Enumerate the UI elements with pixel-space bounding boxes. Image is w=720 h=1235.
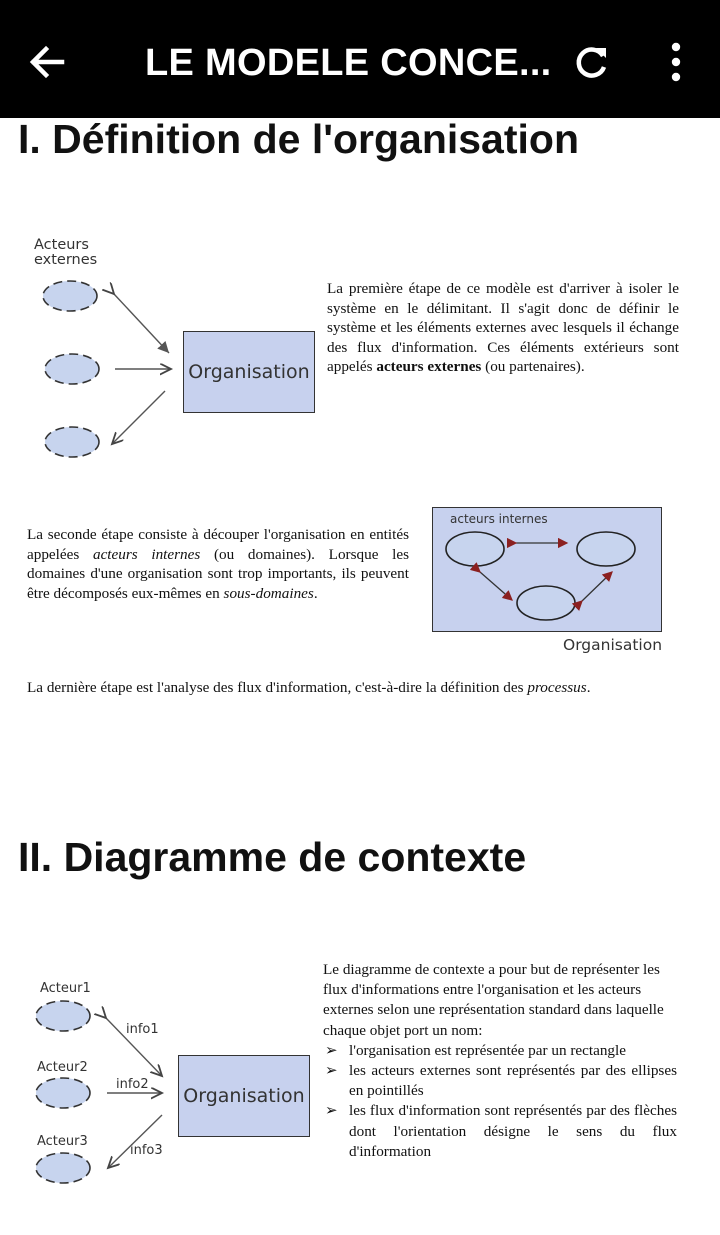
organisation-label: Organisation	[563, 636, 663, 654]
first-step-text-bold: acteurs externes	[376, 358, 482, 375]
internal-actors-label: acteurs internes	[450, 512, 548, 526]
first-step-text-end: (ou partenaires).	[481, 358, 585, 375]
second-step-text-italic1: acteurs internes	[92, 545, 201, 563]
context-organisation-box: Organisation	[178, 1055, 310, 1137]
bullet-marker-icon: ➢	[325, 1062, 338, 1080]
bullet-text: les acteurs externes sont représentés par des ellipses en pointillés	[349, 1062, 677, 1100]
bullet-marker-icon: ➢	[325, 1041, 338, 1059]
actor3-label: Acteur3	[37, 1134, 88, 1149]
organisation-box: Organisation	[183, 331, 315, 413]
last-step-text-body: La dernière étape est l'analyse des flux d'information, c'est-à-dire la définition des	[27, 679, 528, 696]
bullet-text: l'organisation est représentée par un rectangle	[349, 1041, 626, 1059]
actor3-ellipse	[36, 1153, 90, 1183]
actor1-label: Acteur1	[40, 981, 91, 996]
second-step-text-end: .	[313, 584, 318, 602]
bullet-item	[323, 1041, 677, 1061]
actor2-ellipse	[36, 1078, 90, 1108]
external-actors-label-line2: externes	[34, 252, 98, 268]
app-bar-title: LE MODELE CONCE...	[145, 42, 552, 84]
actor2-label: Acteur2	[37, 1060, 88, 1075]
bullet-marker-icon: ➢	[325, 1102, 338, 1120]
info1-label: info1	[126, 1022, 159, 1037]
bullet-item	[323, 1101, 677, 1162]
bullet-text: les flux d'information sont représentés par des flèches dont l'orientation désigne le sens du flux d'information	[349, 1102, 677, 1160]
actor1-ellipse	[36, 1001, 90, 1031]
second-step-text-part1: La seconde étape consiste à découper l'organisation en entités appelées	[27, 526, 409, 563]
last-step-text-end: .	[586, 679, 591, 696]
second-step-text-italic2: sous-domaines	[223, 584, 314, 602]
info3-arrow	[108, 1115, 162, 1168]
context-description-intro: Le diagramme de contexte a pour but de représenter les flux d'informations entre l'organisation et les acteurs externes selon une représentation standard dans laquelle chaque objet port un nom:	[323, 961, 664, 1039]
external-actors-label-line1: Acteurs	[34, 237, 89, 253]
section1-heading: I. Définition de l'organisation	[18, 116, 579, 162]
last-step-text-italic: processus	[527, 679, 587, 696]
second-step-text-part2: (ou domaines). Lorsque les domaines d'une organisation sont trop importants, ils peuvent être décomposés eux-mêmes en	[27, 545, 409, 602]
bullet-item	[323, 1061, 677, 1101]
context-description	[323, 960, 677, 1162]
info1-arrow	[106, 1018, 162, 1076]
info3-label: info3	[130, 1143, 163, 1158]
section2-heading: II. Diagramme de contexte	[18, 834, 527, 880]
first-step-text-body: La première étape de ce modèle est d'arriver à isoler le système en le délimitant. Il s'agit donc de définir le système et les éléments externes avec lesquels il échange des flux d'information. Ces éléments extérieurs sont appelés	[327, 280, 679, 375]
info2-label: info2	[116, 1077, 149, 1092]
